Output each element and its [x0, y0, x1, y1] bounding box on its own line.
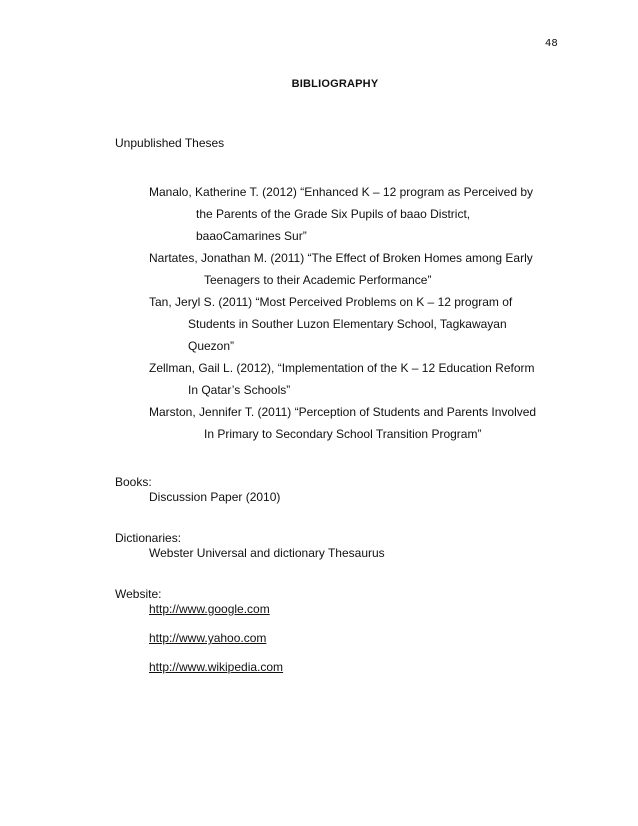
thesis-entry-3-line-3: Quezon”: [188, 339, 235, 353]
thesis-entry-1-line-2: the Parents of the Grade Six Pupils of baao District,: [196, 207, 471, 221]
page-number: 48: [545, 38, 558, 49]
website-link-yahoo[interactable]: http://www.yahoo.com: [149, 631, 267, 645]
section-heading-dictionaries: Dictionaries:: [115, 531, 182, 545]
thesis-entry-1-line-3: baaoCamarines Sur”: [196, 229, 307, 243]
thesis-entry-1-line-1: Manalo, Katherine T. (2012) “Enhanced K – 12 program as Perceived by: [149, 185, 533, 199]
page-title: BIBLIOGRAPHY: [291, 78, 379, 90]
book-item: Discussion Paper (2010): [149, 490, 281, 504]
thesis-entry-3-line-1: Tan, Jeryl S. (2011) “Most Perceived Problems on K – 12 program of: [149, 295, 513, 309]
thesis-entry-3-line-2: Students in Souther Luzon Elementary School, Tagkawayan: [188, 317, 507, 331]
thesis-entry-2-line-1: Nartates, Jonathan M. (2011) “The Effect of Broken Homes among Early: [149, 251, 533, 265]
website-link-google[interactable]: http://www.google.com: [149, 602, 270, 616]
section-heading-website: Website:: [115, 587, 162, 601]
thesis-entry-4-line-2: In Qatar’s Schools”: [188, 383, 291, 397]
thesis-entry-2-line-2: Teenagers to their Academic Performance”: [204, 273, 432, 287]
dictionary-item: Webster Universal and dictionary Thesaurus: [149, 546, 385, 560]
thesis-entry-5-line-1: Marston, Jennifer T. (2011) “Perception of Students and Parents Involved: [149, 405, 537, 419]
website-link-wikipedia[interactable]: http://www.wikipedia.com: [149, 660, 284, 674]
thesis-entry-4-line-1: Zellman, Gail L. (2012), “Implementation of the K – 12 Education Reform: [149, 361, 535, 375]
section-heading-unpublished-theses: Unpublished Theses: [115, 136, 225, 150]
thesis-entry-5-line-2: In Primary to Secondary School Transition Program”: [204, 427, 482, 441]
section-heading-books: Books:: [115, 475, 152, 489]
